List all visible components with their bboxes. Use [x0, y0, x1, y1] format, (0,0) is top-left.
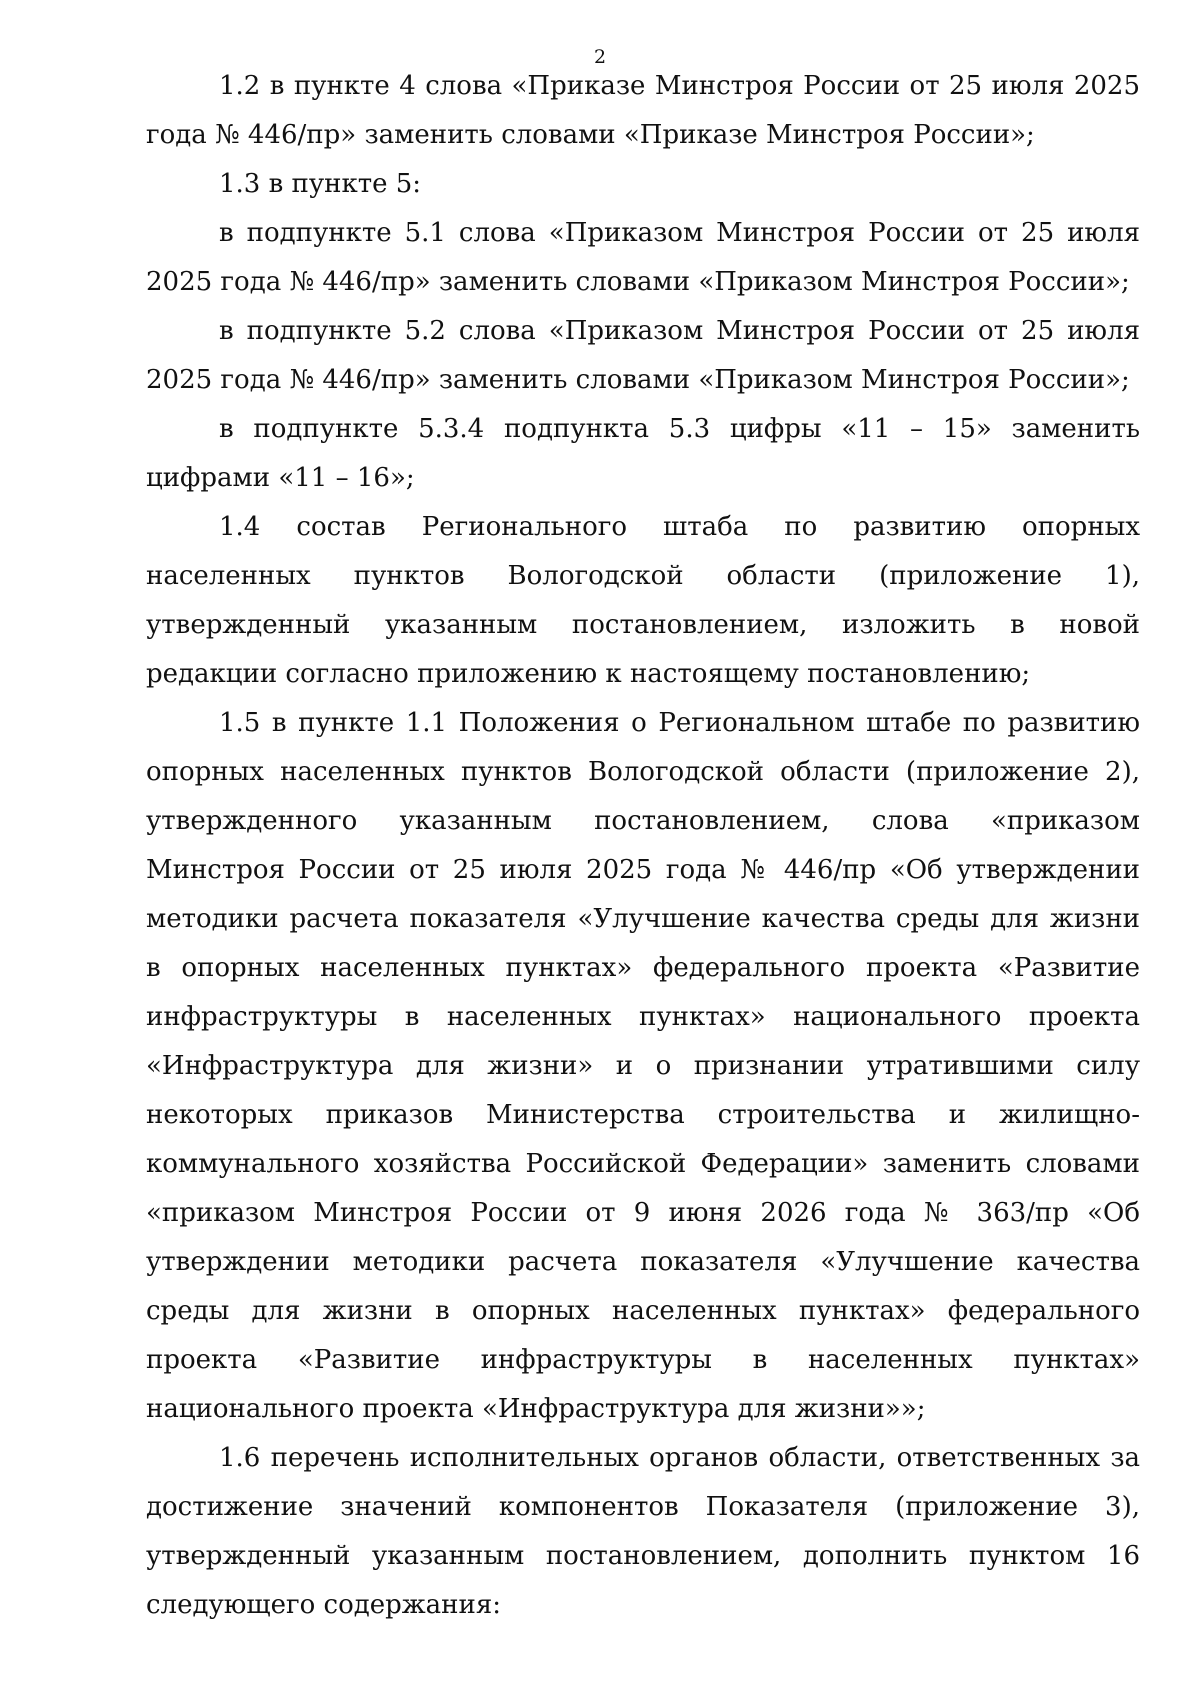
- page-number: 2: [593, 46, 607, 68]
- paragraph-subitem-5-3-4: в подпункте 5.3.4 подпункта 5.3 цифры «11 – 15» заменить цифрами «11 – 16»;: [146, 414, 1140, 493]
- paragraph-subitem-5-1: в подпункте 5.1 слова «Приказом Минстроя России от 25 июля 2025 года № 446/пр» заменить словами «Приказом Минстроя России»;: [146, 218, 1140, 297]
- paragraph-1-3: 1.3 в пункте 5:: [219, 169, 422, 199]
- paragraph-subitem-5-2: в подпункте 5.2 слова «Приказом Минстроя России от 25 июля 2025 года № 446/пр» заменить словами «Приказом Минстроя России»;: [146, 316, 1140, 395]
- paragraph-1-6: 1.6 перечень исполнительных органов области, ответственных за достижение значений компонентов Показателя (приложение 3), утвержденный указанным постановлением, дополнить пунктом 16 следующего содержания:: [146, 1443, 1140, 1620]
- paragraph-1-5: 1.5 в пункте 1.1 Положения о Региональном штабе по развитию опорных населенных пунктов Вологодской области (приложение 2), утвержденного указанным постановлением, слова «приказом Минстроя России от 25 июля 2025 года № 446/пр «Об утверждении методики расчета показателя «Улучшение качества среды для жизни в опорных населенных пунктах» федерального проекта «Развитие инфраструктуры в населенных пунктах» национального проекта «Инфраструктура для жизни» и о признании утратившими силу некоторых приказов Министерства строительства и жилищно-коммунального хозяйства Российской Федерации» заменить словами «приказом Минстроя России от 9 июня 2026 года № 363/пр «Об утверждении методики расчета показателя «Улучшение качества среды для жизни в опорных населенных пунктах» федерального проекта «Развитие инфраструктуры в населенных пунктах» национального проекта «Инфраструктура для жизни»»;: [146, 708, 1140, 1424]
- paragraph-1-2: 1.2 в пункте 4 слова «Приказе Минстроя России от 25 июля 2025 года № 446/пр» заменить словами «Приказе Минстроя России»;: [146, 71, 1140, 150]
- paragraph-1-4: 1.4 состав Регионального штаба по развитию опорных населенных пунктов Вологодской области (приложение 1), утвержденный указанным постановлением, изложить в новой редакции согласно приложению к настоящему постановлению;: [146, 512, 1140, 689]
- document-body: [146, 62, 1140, 1630]
